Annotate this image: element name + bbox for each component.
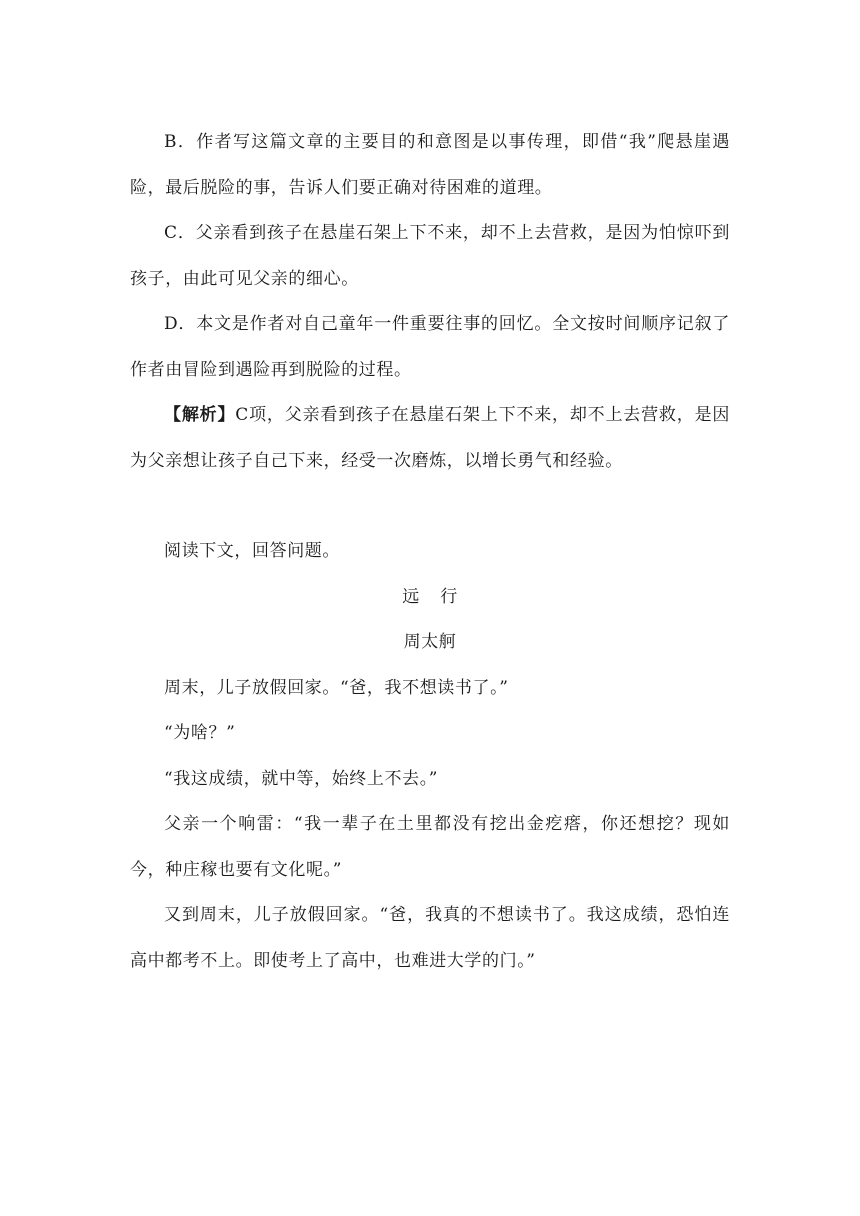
analysis-text: C项，父亲看到孩子在悬崖石架上下不来，却不上去营救，是因为父亲想让孩子自己下来，经受一次磨炼，以增长勇气和经验。	[130, 405, 730, 471]
option-d: D．本文是作者对自己童年一件重要往事的回忆。全文按时间顺序记叙了作者由冒险到遇险再到脱险的过程。	[130, 314, 730, 380]
passage-title-part1: 远	[402, 586, 420, 607]
passage-paragraph: “为啥？”	[164, 723, 236, 743]
passage-paragraph: 周末，儿子放假回家。“爸，我不想读书了。”	[164, 677, 509, 698]
passage-paragraph: 父亲一个响雷：“我一辈子在土里都没有挖出金疙瘩，你还想挖？现如今，种庄稼也要有文化呢。”	[130, 814, 730, 880]
analysis-paragraph	[130, 393, 730, 484]
passage-paragraph: “我这成绩，就中等，始终上不去。”	[164, 768, 439, 789]
section-gap	[130, 484, 730, 529]
passage-title-part2: 行	[440, 586, 458, 607]
passage-author: 周太舸	[403, 632, 457, 652]
option-c: C．父亲看到孩子在悬崖石架上下不来，却不上去营救，是因为怕惊吓到孩子，由此可见父亲的细心。	[130, 223, 730, 289]
passage-title	[130, 575, 730, 621]
analysis-label: 【解析】	[164, 405, 236, 425]
passage-paragraph: 又到周末，儿子放假回家。“爸，我真的不想读书了。我这成绩，恐怕连高中都考不上。即使考上了高中，也难进大学的门。”	[130, 905, 730, 971]
reading-instruction: 阅读下文，回答问题。	[164, 541, 340, 561]
option-b: B．作者写这篇文章的主要目的和意图是以事传理，即借“我”爬悬崖遇险，最后脱险的事，告诉人们要正确对待困难的道理。	[130, 132, 730, 198]
document-content	[130, 120, 730, 984]
